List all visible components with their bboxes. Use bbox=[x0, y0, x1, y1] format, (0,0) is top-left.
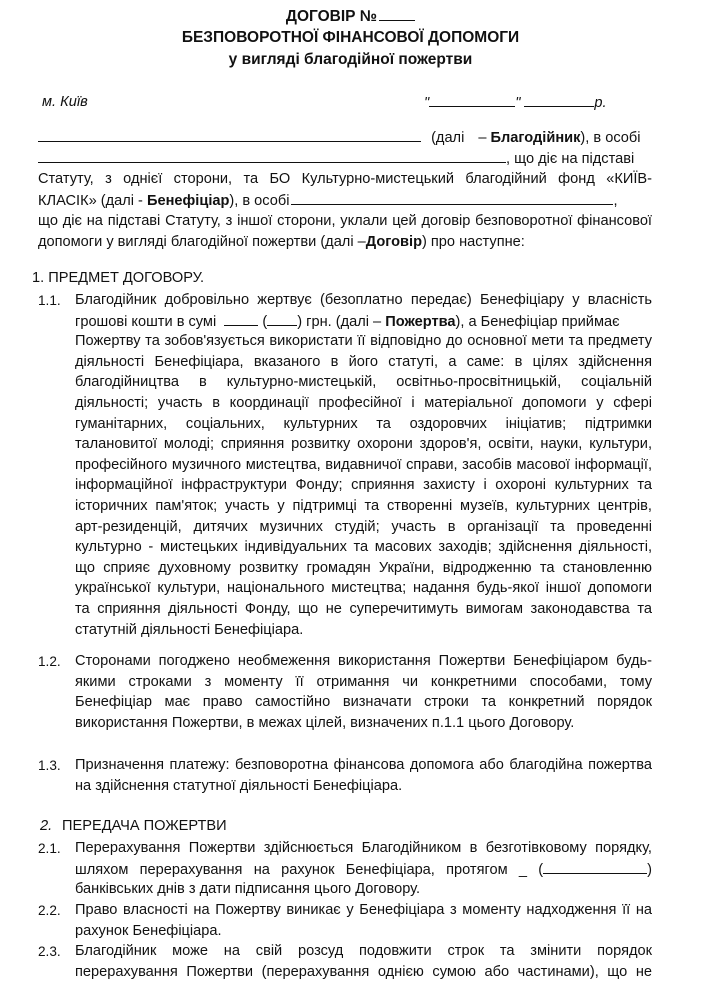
clause-line: статутній діяльності Бенефіціара. bbox=[75, 621, 304, 638]
clause-line: рахунок Бенефіціара. bbox=[75, 922, 222, 939]
clause-line: діяльності Бенефіціара, вказаного в його статуті, а саме: в цілях здійснення bbox=[75, 353, 652, 370]
clause-2-2 bbox=[75, 900, 652, 941]
clause-line: Перерахування Пожертви здійснюється Благодійником в безготівковому порядку, bbox=[75, 840, 652, 856]
clause-1-3-number: 1.3. bbox=[38, 758, 61, 773]
clause-line bbox=[75, 311, 652, 332]
clause-text: ) грн. (далі – bbox=[297, 313, 382, 330]
clause-2-3-number: 2.3. bbox=[38, 944, 61, 959]
date-line bbox=[424, 92, 607, 114]
intro-line-1 bbox=[38, 127, 641, 149]
clause-line: Право власності на Пожертву виникає у Бенефіціара з моменту надходження її на bbox=[75, 902, 652, 918]
days-blank bbox=[543, 859, 647, 874]
section-2-number: 2. bbox=[40, 818, 53, 834]
clause-text: ( bbox=[262, 313, 268, 330]
intro-line-4 bbox=[38, 190, 618, 212]
clause-text: шляхом перерахування на рахунок Бенефіціара, протягом bbox=[75, 861, 508, 878]
amount-blank bbox=[224, 311, 258, 326]
donor-representative-blank bbox=[38, 148, 506, 163]
contract-label: Договір bbox=[365, 234, 422, 250]
clause-line: гуманітарних, соціальних, культурних та оздоровчих ініціатив; підтримки bbox=[75, 415, 652, 432]
clause-2-3 bbox=[75, 941, 652, 982]
donor-name-blank bbox=[38, 127, 421, 142]
intro-line-2 bbox=[38, 148, 634, 170]
clause-text: грошові кошти в сумі bbox=[75, 313, 217, 330]
clause-1-2-number: 1.2. bbox=[38, 654, 61, 669]
clause-line: професійного музичного мистецтва, видавничої справи, засобів масової інформації, bbox=[75, 456, 652, 473]
section-1-heading: 1. ПРЕДМЕТ ДОГОВОРУ. bbox=[32, 270, 204, 286]
amount-words-blank bbox=[267, 311, 297, 326]
clause-line: та сприяння діяльності Фонду, що не суперечитимуть вимогам законодавства та bbox=[75, 600, 652, 617]
clause-text: _ ( bbox=[518, 861, 544, 878]
clause-line: Благодійник добровільно жертвує (безоплатно передає) Бенефіціару у власність bbox=[75, 292, 652, 308]
intro-text: допомоги у вигляді благодійної пожертви (далі – bbox=[38, 234, 366, 250]
clause-line: Призначення платежу: безповоротна фінансова допомога або благодійна пожертва bbox=[75, 757, 652, 773]
clause-line: якими строками з моменту її отримання чи конкретними способами, тому bbox=[75, 673, 652, 690]
quote-open: " bbox=[424, 95, 430, 111]
clause-line: культурно - мистецьких індивідуальних та масових заходів; здійснення діяльності, bbox=[75, 539, 652, 556]
clause-1-2 bbox=[75, 651, 652, 733]
clause-line: талановитої молоді; сприяння розвитку охорони здоров'я, освіти, науки, культури, bbox=[75, 436, 652, 453]
donation-label: Пожертва bbox=[385, 313, 456, 330]
clause-line: української культури, національного мистецтва; надання будь-якої іншої допомоги bbox=[75, 580, 652, 597]
donor-label: Благодійник bbox=[490, 130, 581, 146]
intro-line-5: що діє на підставі Статуту, з іншої сторони, уклали цей договір безповоротної фінансової bbox=[38, 213, 652, 229]
clause-2-1 bbox=[75, 838, 652, 900]
beneficiary-label: Бенефіціар bbox=[146, 193, 230, 209]
clause-1-1 bbox=[75, 290, 652, 640]
contract-title bbox=[0, 6, 701, 28]
intro-text: ) про наступне: bbox=[421, 234, 525, 250]
intro-text: (далі bbox=[431, 130, 465, 146]
intro-text: ), в особі bbox=[229, 193, 290, 209]
contract-number-blank bbox=[379, 6, 415, 21]
day-blank bbox=[429, 92, 515, 107]
title-line-1: ДОГОВІР № bbox=[285, 8, 378, 25]
clause-2-1-number: 2.1. bbox=[38, 841, 61, 856]
clause-2-2-number: 2.2. bbox=[38, 903, 61, 918]
clause-line: Пожертву та зобов'язується використати її відповідно до основної мети та предмету bbox=[75, 333, 652, 350]
quote-close: " bbox=[515, 95, 521, 111]
intro-text: ), в особі bbox=[580, 130, 641, 146]
contract-subtitle: БЕЗПОВОРОТНОЇ ФІНАНСОВОЇ ДОПОМОГИ bbox=[181, 29, 520, 46]
clause-line: Бенефіціар має право самостійно визначати строки та конкретний порядок bbox=[75, 694, 652, 711]
clause-line: банківських днів з дати підписання цього Договору. bbox=[75, 881, 421, 898]
clause-line bbox=[75, 859, 652, 880]
month-blank bbox=[524, 92, 594, 107]
clause-line: благодійництва в культурно-мистецькій, освітньо-просвітницькій, соціальній bbox=[75, 374, 652, 391]
clause-line: перерахування Пожертви (перерахування однією сумою або частинами), що не bbox=[75, 963, 652, 980]
clause-line: Сторонами погоджено необмеження використання Пожертви Бенефіціаром будь- bbox=[75, 653, 652, 669]
intro-text: , що діє на підставі bbox=[506, 151, 635, 167]
clause-1-1-number: 1.1. bbox=[38, 293, 61, 308]
beneficiary-representative-blank bbox=[291, 190, 613, 205]
clause-line: діяльності; участь в координації професійної і матеріальної допомоги у сфері bbox=[75, 394, 652, 411]
city: м. Київ bbox=[42, 94, 88, 110]
clause-1-3 bbox=[75, 755, 652, 796]
section-2-heading: ПЕРЕДАЧА ПОЖЕРТВИ bbox=[62, 818, 227, 834]
clause-line: історичних пам'яток; участь у підтримці та створенні музеїв, культурних центрів, bbox=[75, 497, 652, 514]
clause-text: ) bbox=[647, 861, 652, 878]
intro-text: , bbox=[613, 193, 618, 209]
clause-line: Благодійник може на свій розсуд подовжити строк та змінити порядок bbox=[75, 943, 652, 959]
clause-text: ), а Бенефіціар приймає bbox=[455, 313, 620, 330]
intro-text: КЛАСІК» (далі - bbox=[38, 193, 147, 209]
clause-line: інформаційної інфраструктури Фонду; сприяння захисту і охороні культурних та bbox=[75, 477, 652, 494]
clause-line: використання Пожертви, в межах цілей, визначених п.1.1 цього Договору. bbox=[75, 714, 575, 731]
intro-line-3: Статуту, з однієї сторони, та БО Культурно-мистецький благодійний фонд «КИЇВ- bbox=[38, 171, 652, 187]
clause-line: що сприяє духовному розвитку громадян України, відродженню та становленню bbox=[75, 559, 652, 576]
intro-dash: – bbox=[478, 130, 491, 146]
intro-line-6 bbox=[38, 232, 525, 253]
year-suffix: р. bbox=[594, 95, 607, 111]
contract-subtitle-2: у вигляді благодійної пожертви bbox=[228, 51, 473, 68]
clause-line: на здійснення статутної діяльності Бенефіціара. bbox=[75, 777, 403, 794]
clause-line: арт-резиденцій, дитячих музичних студій; участь в організації та проведенні bbox=[75, 518, 652, 535]
